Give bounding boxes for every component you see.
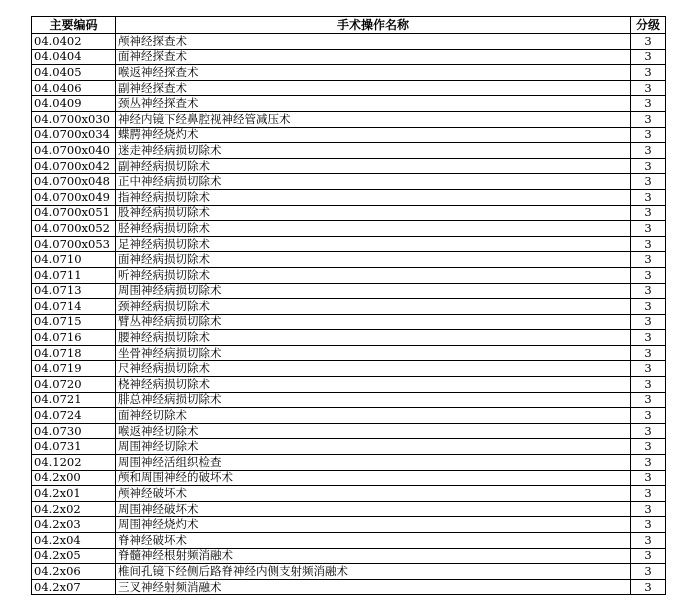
grade-cell: 3 xyxy=(631,564,666,580)
grade-cell: 3 xyxy=(631,501,666,517)
code-cell: 04.2x03 xyxy=(32,517,116,533)
code-cell: 04.0700x053 xyxy=(32,236,116,252)
header-name: 手术操作名称 xyxy=(116,17,631,34)
name-cell: 喉返神经探查术 xyxy=(116,65,631,81)
code-cell: 04.0700x051 xyxy=(32,205,116,221)
name-cell: 胫神经病损切除术 xyxy=(116,221,631,237)
name-cell: 周围神经活组织检查 xyxy=(116,455,631,471)
name-cell: 听神经病损切除术 xyxy=(116,267,631,283)
grade-cell: 3 xyxy=(631,158,666,174)
name-cell: 脊髓神经根射频消融术 xyxy=(116,548,631,564)
table-row xyxy=(32,236,666,252)
name-cell: 指神经病损切除术 xyxy=(116,189,631,205)
code-cell: 04.0700x040 xyxy=(32,143,116,159)
table-row xyxy=(32,470,666,486)
name-cell: 神经内镜下经鼻腔视神经管减压术 xyxy=(116,111,631,127)
grade-cell: 3 xyxy=(631,548,666,564)
table-row xyxy=(32,143,666,159)
name-cell: 蝶腭神经烧灼术 xyxy=(116,127,631,143)
code-cell: 04.2x02 xyxy=(32,501,116,517)
code-cell: 04.0711 xyxy=(32,267,116,283)
name-cell: 周围神经病损切除术 xyxy=(116,283,631,299)
table-row xyxy=(32,127,666,143)
code-cell: 04.0405 xyxy=(32,65,116,81)
grade-cell: 3 xyxy=(631,174,666,190)
procedure-table xyxy=(31,16,666,595)
name-cell: 正中神经病损切除术 xyxy=(116,174,631,190)
code-cell: 04.0731 xyxy=(32,439,116,455)
table-row xyxy=(32,517,666,533)
name-cell: 副神经探查术 xyxy=(116,80,631,96)
name-cell: 周围神经破坏术 xyxy=(116,501,631,517)
grade-cell: 3 xyxy=(631,314,666,330)
name-cell: 喉返神经切除术 xyxy=(116,423,631,439)
code-cell: 04.2x04 xyxy=(32,533,116,549)
table-row xyxy=(32,111,666,127)
header-grade: 分级 xyxy=(631,17,666,34)
grade-cell: 3 xyxy=(631,408,666,424)
table-row xyxy=(32,486,666,502)
code-cell: 04.0700x048 xyxy=(32,174,116,190)
code-cell: 04.0721 xyxy=(32,392,116,408)
name-cell: 周围神经烧灼术 xyxy=(116,517,631,533)
grade-cell: 3 xyxy=(631,517,666,533)
grade-cell: 3 xyxy=(631,127,666,143)
table-row xyxy=(32,96,666,112)
name-cell: 椎间孔镜下经侧后路脊神经内侧支射频消融术 xyxy=(116,564,631,580)
grade-cell: 3 xyxy=(631,392,666,408)
grade-cell: 3 xyxy=(631,236,666,252)
name-cell: 股神经病损切除术 xyxy=(116,205,631,221)
table-row xyxy=(32,158,666,174)
grade-cell: 3 xyxy=(631,111,666,127)
table-row xyxy=(32,252,666,268)
code-cell: 04.0700x030 xyxy=(32,111,116,127)
name-cell: 颈丛神经探查术 xyxy=(116,96,631,112)
grade-cell: 3 xyxy=(631,361,666,377)
name-cell: 颈神经病损切除术 xyxy=(116,299,631,315)
table-row xyxy=(32,330,666,346)
procedure-table-sheet xyxy=(31,16,665,595)
table-row xyxy=(32,377,666,393)
code-cell: 04.0724 xyxy=(32,408,116,424)
grade-cell: 3 xyxy=(631,143,666,159)
table-row xyxy=(32,439,666,455)
table-row xyxy=(32,392,666,408)
grade-cell: 3 xyxy=(631,330,666,346)
grade-cell: 3 xyxy=(631,205,666,221)
table-row xyxy=(32,548,666,564)
grade-cell: 3 xyxy=(631,252,666,268)
table-row xyxy=(32,80,666,96)
code-cell: 04.0716 xyxy=(32,330,116,346)
name-cell: 颅和周围神经的破坏术 xyxy=(116,470,631,486)
grade-cell: 3 xyxy=(631,439,666,455)
code-cell: 04.0404 xyxy=(32,49,116,65)
table-row xyxy=(32,455,666,471)
table-row xyxy=(32,501,666,517)
table-row xyxy=(32,564,666,580)
table-row xyxy=(32,34,666,50)
code-cell: 04.1202 xyxy=(32,455,116,471)
table-row xyxy=(32,267,666,283)
table-row xyxy=(32,221,666,237)
name-cell: 腓总神经病损切除术 xyxy=(116,392,631,408)
table-row xyxy=(32,408,666,424)
code-cell: 04.0718 xyxy=(32,345,116,361)
grade-cell: 3 xyxy=(631,299,666,315)
grade-cell: 3 xyxy=(631,189,666,205)
code-cell: 04.0700x034 xyxy=(32,127,116,143)
name-cell: 足神经病损切除术 xyxy=(116,236,631,252)
name-cell: 面神经切除术 xyxy=(116,408,631,424)
code-cell: 04.0700x049 xyxy=(32,189,116,205)
grade-cell: 3 xyxy=(631,533,666,549)
name-cell: 颅神经破坏术 xyxy=(116,486,631,502)
table-row xyxy=(32,65,666,81)
code-cell: 04.0714 xyxy=(32,299,116,315)
code-cell: 04.0713 xyxy=(32,283,116,299)
grade-cell: 3 xyxy=(631,470,666,486)
table-row xyxy=(32,579,666,595)
table-body xyxy=(32,34,666,595)
grade-cell: 3 xyxy=(631,80,666,96)
header-code: 主要编码 xyxy=(32,17,116,34)
name-cell: 腰神经病损切除术 xyxy=(116,330,631,346)
code-cell: 04.0730 xyxy=(32,423,116,439)
name-cell: 周围神经切除术 xyxy=(116,439,631,455)
code-cell: 04.0409 xyxy=(32,96,116,112)
name-cell: 桡神经病损切除术 xyxy=(116,377,631,393)
grade-cell: 3 xyxy=(631,267,666,283)
grade-cell: 3 xyxy=(631,579,666,595)
table-row xyxy=(32,189,666,205)
name-cell: 副神经病损切除术 xyxy=(116,158,631,174)
grade-cell: 3 xyxy=(631,377,666,393)
code-cell: 04.0700x042 xyxy=(32,158,116,174)
code-cell: 04.0710 xyxy=(32,252,116,268)
grade-cell: 3 xyxy=(631,345,666,361)
name-cell: 尺神经病损切除术 xyxy=(116,361,631,377)
code-cell: 04.2x05 xyxy=(32,548,116,564)
grade-cell: 3 xyxy=(631,65,666,81)
grade-cell: 3 xyxy=(631,221,666,237)
grade-cell: 3 xyxy=(631,486,666,502)
table-row xyxy=(32,361,666,377)
code-cell: 04.0402 xyxy=(32,34,116,50)
table-row xyxy=(32,345,666,361)
grade-cell: 3 xyxy=(631,283,666,299)
name-cell: 三叉神经射频消融术 xyxy=(116,579,631,595)
name-cell: 坐骨神经病损切除术 xyxy=(116,345,631,361)
name-cell: 迷走神经病损切除术 xyxy=(116,143,631,159)
table-row xyxy=(32,283,666,299)
grade-cell: 3 xyxy=(631,96,666,112)
name-cell: 颅神经探查术 xyxy=(116,34,631,50)
grade-cell: 3 xyxy=(631,49,666,65)
code-cell: 04.0715 xyxy=(32,314,116,330)
table-row xyxy=(32,299,666,315)
name-cell: 面神经病损切除术 xyxy=(116,252,631,268)
code-cell: 04.2x07 xyxy=(32,579,116,595)
name-cell: 面神经探查术 xyxy=(116,49,631,65)
grade-cell: 3 xyxy=(631,34,666,50)
code-cell: 04.0719 xyxy=(32,361,116,377)
table-row xyxy=(32,423,666,439)
code-cell: 04.0406 xyxy=(32,80,116,96)
table-row xyxy=(32,49,666,65)
table-row xyxy=(32,205,666,221)
code-cell: 04.2x06 xyxy=(32,564,116,580)
table-row xyxy=(32,174,666,190)
code-cell: 04.2x01 xyxy=(32,486,116,502)
table-row xyxy=(32,533,666,549)
name-cell: 脊神经破坏术 xyxy=(116,533,631,549)
code-cell: 04.0720 xyxy=(32,377,116,393)
code-cell: 04.2x00 xyxy=(32,470,116,486)
code-cell: 04.0700x052 xyxy=(32,221,116,237)
table-header-row xyxy=(32,17,666,34)
name-cell: 臂丛神经病损切除术 xyxy=(116,314,631,330)
table-row xyxy=(32,314,666,330)
grade-cell: 3 xyxy=(631,455,666,471)
grade-cell: 3 xyxy=(631,423,666,439)
